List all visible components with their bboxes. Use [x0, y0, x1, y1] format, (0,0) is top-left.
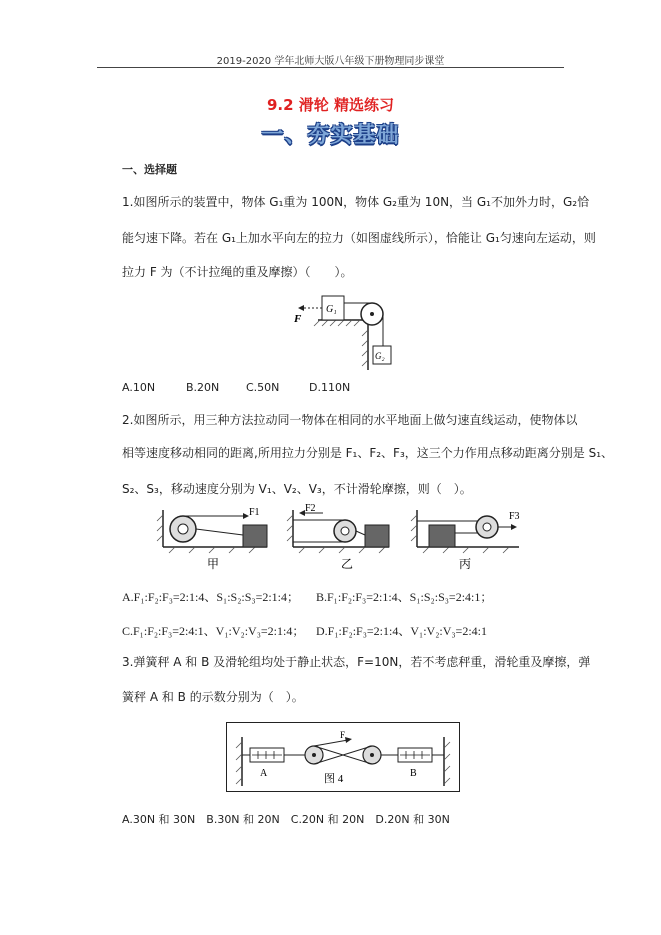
- q2-setup-bing: [411, 510, 520, 571]
- q2-caption-yi: 乙: [341, 557, 354, 571]
- q3-options: A.30N 和 30N B.30N 和 20N C.20N 和 20N D.20N 和 30N: [122, 813, 450, 826]
- q2-option-c: C.F₁:F₂:F₃=2:4:1、V₁:V₂:V₃=2:1:4；: [122, 624, 305, 638]
- section-banner: 一、夯实基础: [261, 123, 400, 148]
- q2-caption-bing: 丙: [459, 557, 472, 571]
- q3-line2: 簧秤 A 和 B 的示数分别为（ ）。: [122, 690, 304, 704]
- q3-label-b: B: [410, 768, 417, 779]
- q3-line1: 3.弹簧秤 A 和 B 及滑轮组均处于静止状态，F=10N，若不考虑秤重，滑轮重及摩擦，弹: [122, 655, 591, 669]
- q2-caption-jia: 甲: [207, 557, 220, 571]
- q1-figure: [290, 290, 400, 370]
- page-title: 9.2 滑轮 精选练习: [266, 96, 395, 114]
- q2-line3: S₂、S₃，移动速度分别为 V₁、V₂、V₃，不计滑轮摩擦，则（ ）。: [122, 482, 472, 496]
- q2-setup-jia: [157, 507, 267, 571]
- q3-label-a: A: [260, 768, 268, 779]
- q1-label-g2: G₂: [375, 351, 385, 361]
- q3-caption: 图 4: [324, 773, 344, 785]
- q3-label-f: F: [340, 730, 346, 740]
- q2-label-f2: F2: [305, 503, 316, 514]
- header-rule: [97, 67, 564, 68]
- q1-option-a: A.10N: [122, 381, 156, 394]
- q1-option-c: C.50N: [246, 381, 280, 394]
- q2-label-f1: F1: [249, 507, 260, 518]
- q1-line3: 拉力 F 为（不计拉绳的重及摩擦）（ ）。: [122, 265, 353, 279]
- q1-option-d: D.110N: [309, 381, 351, 394]
- q2-setup-yi: [287, 503, 389, 571]
- q2-figure: [155, 505, 525, 575]
- q2-label-f3: F3: [509, 511, 520, 522]
- q1-line1: 1.如图所示的装置中，物体 G₁重为 100N，物体 G₂重为 10N，当 G₁不加外力时，G₂恰: [122, 195, 590, 209]
- q2-line2: 相等速度移动相同的距离,所用拉力分别是 F₁、F₂、F₃，这三个力作用点移动距离分别是 S₁、: [122, 446, 614, 460]
- q1-label-g1: G₁: [326, 304, 337, 315]
- q2-option-d: D.F₁:F₂:F₃=2:1:4、V₁:V₂:V₃=2:4:1: [316, 624, 487, 638]
- q3-figure: [226, 722, 460, 792]
- q2-option-b: B.F₁:F₂:F₃=2:1:4、S₁:S₂:S₃=2:4:1；: [316, 590, 493, 604]
- q2-option-a: A.F₁:F₂:F₃=2:1:4、S₁:S₂:S₃=2:1:4；: [122, 590, 300, 604]
- q1-line2: 能匀速下降。若在 G₁上加水平向左的拉力（如图虚线所示），恰能让 G₁匀速向左运动，则: [122, 231, 596, 245]
- q1-option-b: B.20N: [186, 381, 220, 394]
- section-heading: 一、选择题: [122, 163, 177, 176]
- page-header: 2019-2020 学年北师大版八年级下册物理同步课堂: [216, 56, 445, 67]
- q1-label-f: F: [294, 313, 302, 325]
- q2-line1: 2.如图所示，用三种方法拉动同一物体在相同的水平地面上做匀速直线运动，使物体以: [122, 413, 578, 427]
